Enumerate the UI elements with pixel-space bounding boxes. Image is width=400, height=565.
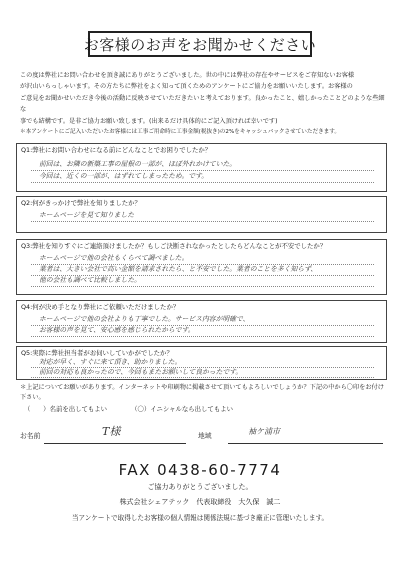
publish-options [24, 404, 255, 413]
handwritten-answer: 対応が早く、すぐに来て頂き、助かりました。 [39, 358, 182, 366]
handwritten-answer: お客様の声を見て、安心感を感じられたからです。 [39, 326, 195, 334]
handwritten-answer: 業者は、大きい会社で高い金額を請求されたら、と不安でした。業者のことを多く知らず、 [39, 265, 318, 273]
option-mark: （〇） [131, 405, 151, 413]
question-label: Q4:何が決め手となり弊社にご依頼いただけましたか？ [21, 303, 180, 311]
question-box-q3 [16, 239, 387, 295]
option-name-ok[interactable] [24, 405, 109, 413]
answer-line [31, 182, 374, 183]
publish-request: ＊上記についてお願いがあります。インターネットや印刷物に掲載させて頂いてもよろしいでしょうか？下記の中から〇印をお付け下さい。 [20, 384, 384, 401]
area-value: 袖ケ浦市 [248, 427, 280, 436]
customer-info-row [16, 421, 387, 449]
handwritten-answer: 他の会社も調べて比較しました。 [39, 276, 141, 284]
name-underline [44, 443, 186, 444]
intro-line: 事でも結構です。是非ご協力お願い致します。(出来るだけ具体的にご記入頂ければ幸いです) [20, 117, 278, 125]
answer-line [31, 336, 374, 337]
option-label: イニシャルなら出してもよい [150, 405, 233, 413]
answer-line [31, 286, 374, 287]
handwritten-answer: ホームページで他の会社もくらべて調べました。 [39, 254, 189, 262]
option-initials-ok[interactable] [131, 405, 233, 413]
question-box-q5 [16, 346, 387, 380]
name-value: T様 [102, 425, 121, 438]
cashback-note: ＊本アンケートにご記入いただいたお客様には工事ご用命時に工事金額(税抜き)の2%をキャッシュバックさせていただきます。 [20, 129, 341, 136]
question-box-q4 [16, 300, 387, 343]
answer-line [31, 221, 374, 222]
question-label: Q3:弊社を知りすぐにご連絡頂けましたか？もしご決断されなかったとしたらどんなことが不安でしたか？ [21, 242, 327, 250]
area-underline [228, 443, 383, 444]
question-box-q2 [16, 196, 387, 233]
intro-line: が沢山いらっしゃいます。その方たちに弊社をよく知って頂くためのアンケートにご協力をお願いいたします。お客様の [20, 83, 353, 91]
fax-number: FAX 0438-60-7774 [118, 461, 282, 479]
question-label: Q2:何がきっかけで弊社を知りましたか？ [21, 199, 141, 207]
option-mark: （ ） [24, 405, 50, 413]
privacy-note: 当アンケートで取得したお客様の個人情報は関係法規に基づき厳正に管理いたします。 [71, 514, 329, 522]
intro-line: ご意見をお聞かせいただき今後の活動に反映させていただきたいと考えております。良かったこと、嬉しかったことどのような些細な [20, 94, 385, 114]
thanks-text: ご協力ありがとうございました。 [147, 483, 253, 491]
handwritten-answer: 今回は、近くの一部が、はずれてしまったため。です。 [39, 172, 209, 180]
handwritten-answer: ホームページを見て知りました [39, 211, 135, 219]
handwritten-answer: ホームページで他の会社よりも丁寧でした。サービス内容が明確で、 [39, 315, 250, 323]
intro-text [20, 70, 385, 142]
option-label: 名前を出してもよい [49, 405, 108, 413]
page-title: お客様のお声をお聞かせください [88, 31, 312, 57]
question-label: Q1:弊社にお問い合わせになる前にどんなことでお困りでしたか？ [21, 146, 212, 154]
intro-line: この度は弊社にお問い合わせを頂き誠にありがとうございました。世の中には弊社の存在やサービスをご存知ないお客様 [20, 72, 355, 79]
question-label: Q5:実際に弊社担当者がお伺いしていかがでしたか？ [21, 349, 173, 357]
name-label: お名前 [20, 432, 41, 440]
area-label: 地域 [198, 432, 212, 440]
company-info: 株式会社シェアテック 代表取締役 大久保 誠二 [119, 498, 281, 506]
handwritten-answer: 前回は、お隣の新築工事の屋根の一部が、ほぼ外れかけていた。 [39, 160, 237, 168]
handwritten-answer: 前回の対応も良かったので、今回もまたお願いして良かったです。 [39, 368, 243, 376]
question-box-q1 [16, 143, 387, 192]
